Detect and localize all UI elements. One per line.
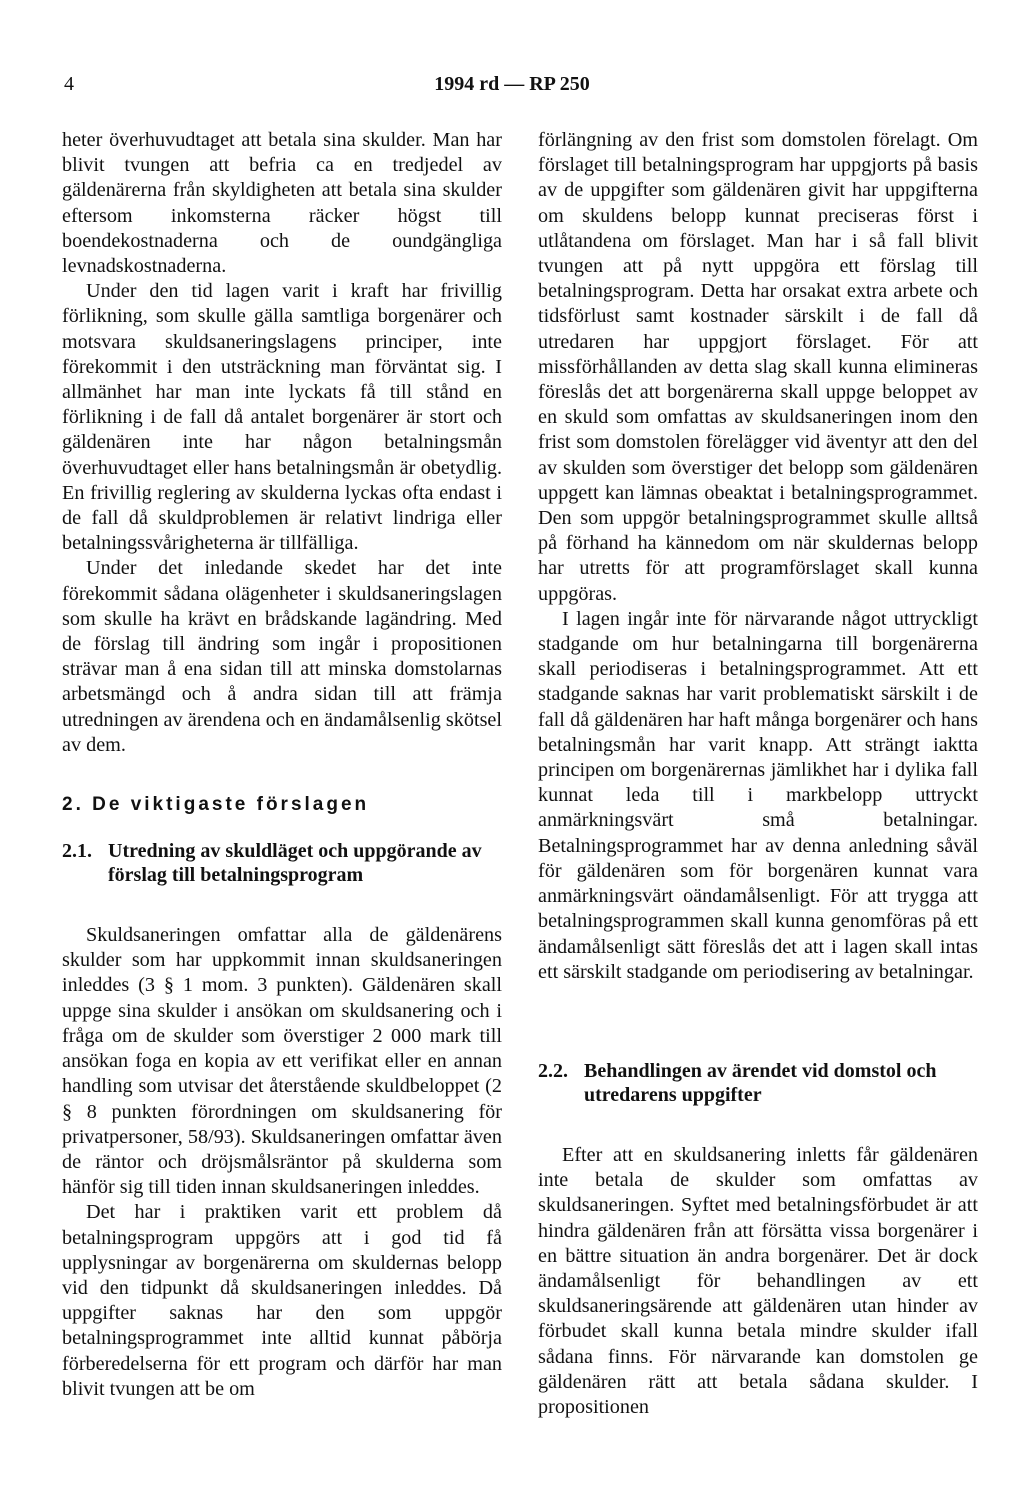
page-number: 4 [64,73,74,95]
left-column [62,128,502,1402]
body-paragraph: heter överhuvudtaget att betala sina skulder. Man har blivit tvungen att befria ca en tredjedel av gäldenärerna från skyldigheten att betala sina skulder eftersom inkomsterna räcker högst till boendekostnaderna och de oundgängliga levnadskostnaderna. [62,129,502,278]
subsection-title: Utredning av skuldläget och uppgörande av förslag till betalningsprogram [108,840,482,887]
right-column [538,128,978,1420]
body-paragraph: Under det inledande skedet har det inte förekommit sådana olägenheter i skuldsaneringslagen som skulle ha krävt en brådskande lagändring. Med de förslag till ändring som ingår i propositionen strävar man å ena sidan till att minska domstolarnas arbetsmängd och å andra sidan till att främja utredningen av ärendena och en ändamålsenlig skötsel av dem. [62,557,502,756]
subsection-heading [538,1059,978,1107]
subsection-number: 2.1. [62,840,92,863]
body-paragraph: I lagen ingår inte för närvarande något uttryckligt stadgande om hur betalningarna till borgenärerna skall periodiseras i betalningsprogrammet. Att ett stadgande saknas har varit problematiskt särskilt i de fall då gäldenären har haft många borgenärer och hans betalningsmån har varit knapp. Att strängt iaktta principen om borgenärernas jämlikhet har i dylika fall kunnat leda till i markbelopp uttryckt anmärkningsvärt små betalningar. Betalningsprogrammet har av denna anledning såväl för gäldenären som för borgenären kunnat vara anmärkningsvärt oändamålsenligt. För att trygga att betalningsprogrammen skall kunna genomföras på ett ändamålsenligt sätt föreslås det att i lagen skall intas ett särskilt stadgande om periodisering av betalningar. [538,607,978,983]
subsection-title: Behandlingen av ärendet vid domstol och utredarens uppgifter [584,1059,937,1106]
running-header: 1994 rd — RP 250 [434,73,590,95]
body-paragraph: Skuldsaneringen omfattar alla de gäldenärens skulder som har uppkommit innan skuldsaneringen inleddes (3 § 1 mom. 3 punkten). Gäldenären skall uppge sina skulder i ansökan om skuldsanering och i fråga om de skulder som överstiger 2 000 mark till ansökan foga en kopia av ett verifikat eller en annan handling som utvisar det återstående skuldbeloppet (2 § 8 punkten förordningen om skuldsanering för privatpersoner, 58/93). Skuldsaneringen omfattar även de räntor och dröjsmålsräntor på skulderna som hänför sig till tiden innan skuldsaneringen inleddes. [62,924,502,1199]
subsection-heading [62,839,502,887]
section-heading: 2. De viktigaste förslagen [62,794,370,816]
body-paragraph: Efter att en skuldsanering inletts får gäldenären inte betala de skulder som omfattas av skuldsaneringen. Syftet med betalningsförbudet är att hindra gäldenären från att försätta vissa borgenärer i en bättre situation än andra borgenärer. Det är dock ändamålsenligt för behandlingen av ett skuldsaneringsärende att gäldenären utan hinder av förbudet skall kunna betala mindre skulder ifall sådana finns. För närvarande kan domstolen ge gäldenären rätt att betala sådana skulder. I propositionen [538,1143,978,1418]
subsection-number: 2.2. [538,1059,568,1082]
body-paragraph: förlängning av den frist som domstolen förelagt. Om förslaget till betalningsprogram har uppgjorts på basis av de uppgifter som gäldenären givit har uppgifterna om skuldens belopp kunnat preciseras först i utlåtandena om förslaget. Man har i så fall blivit tvungen att på nytt uppgöra ett förslag till betalningsprogram. Detta har orsakat extra arbete och tidsförlust samt kostnader särskilt i de fall då utredaren har uppgjort förslaget. För att missförhållanden av detta slag skall kunna elimineras föreslås det att borgenärerna skall uppge beloppet av en skuld som omfattas av skuldsaneringen inom den frist som domstolen förelägger vid äventyr att den del av skulden som överstiger det belopp som gäldenären uppgett kan lämnas obeaktat i betalningsprogrammet. Den som uppgör betalningsprogrammet skulle alltså på förhand ha kännedom om när skuldernas belopp har utretts för att programförslaget skall kunna uppgöras. [538,129,978,605]
body-paragraph: Under den tid lagen varit i kraft har frivillig förlikning, som skulle gälla samtliga borgenärer och motsvara skuldsaneringslagens principer, inte förekommit i den utsträckning man förväntat sig. I allmänhet har man inte lyckats få till stånd en förlikning i de fall då antalet borgenärer är stort och gäldenären inte har någon betalningsmån överhuvudtaget eller hans betalningsmån är obetydlig. En frivillig reglering av skulderna lyckas ofta endast i de fall då skuldproblemen är relativt lindriga eller betalningssvårigheterna är tillfälliga. [62,280,502,555]
body-paragraph: Det har i praktiken varit ett problem då betalningsprogram uppgörs att i god tid få upplysningar av borgenärerna om skuldernas belopp vid den tidpunkt då skuldsaneringen inleddes. Då uppgifter saknas har den som uppgör betalningsprogrammet inte alltid kunnat påbörja förberedelserna för ett program och därför har man blivit tvungen att be om [62,1201,502,1400]
